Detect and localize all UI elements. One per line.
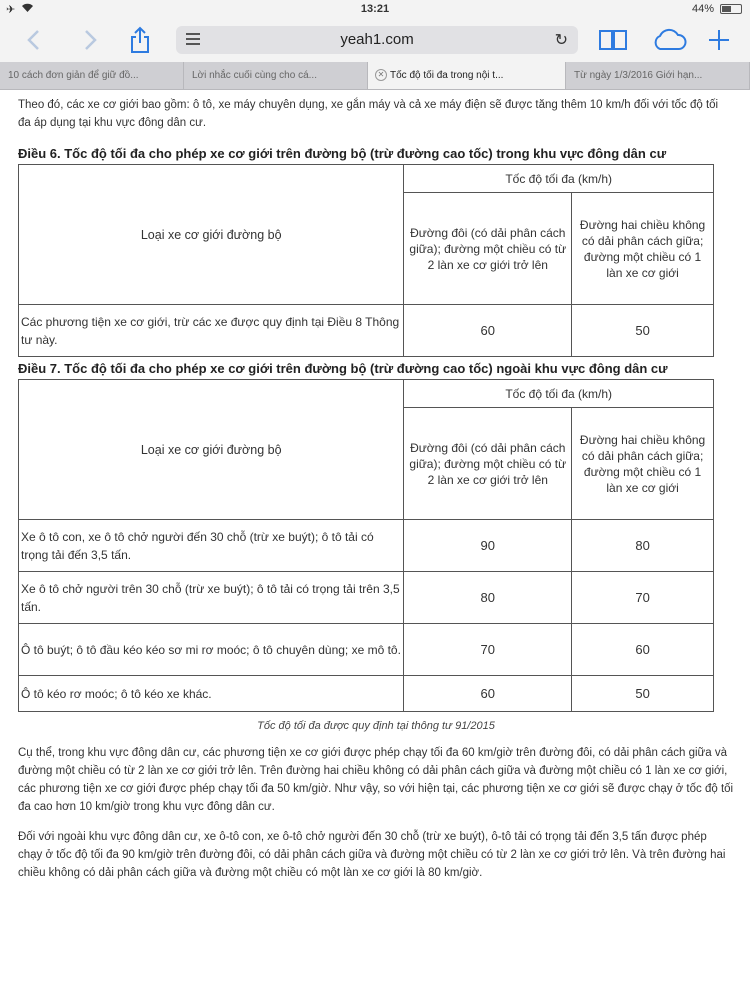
tab-3-label: Tốc độ tối đa trong nội t... (390, 70, 504, 81)
status-time: 13:21 (360, 3, 390, 15)
table2-row-a: 70 (404, 624, 572, 676)
battery-percent: 44% (691, 3, 714, 15)
reload-icon[interactable]: ↻ (554, 32, 568, 49)
table1-row-label: Các phương tiện xe cơ giới, trừ các xe được quy định tại Điều 8 Thông tư này. (19, 305, 404, 357)
body-paragraph-1: Cụ thể, trong khu vực đông dân cư, các phương tiện xe cơ giới được phép chạy tối đa 60 km/giờ trên đường đôi, có dải phân cách giữa và đường một chiều có từ 2 làn xe cơ giới trở lên. Trên đường hai chiều không có dải phân cách giữa và đường một chiều có 1 làn xe cơ giới, các phương tiện xe cơ giới được phép chạy tối đa 50 km/giờ. Như vậy, so với hiện tại, các phương tiện xe cơ giới sẽ được chạy ở tốc độ tối đa cao hơn 10 km/giờ trong khu vực đông dân cư. (18, 747, 734, 813)
book-icon (598, 28, 628, 52)
table2-row-b: 60 (572, 624, 714, 676)
table-row (19, 624, 714, 676)
table2-row-b: 50 (572, 676, 714, 712)
table1-row-b: 50 (572, 305, 714, 357)
plus-icon (708, 29, 730, 51)
tab-2[interactable]: Lời nhắc cuối cùng cho cá... (184, 62, 368, 89)
icloud-tabs-button[interactable] (650, 24, 688, 56)
browser-toolbar (0, 20, 750, 62)
table2-row-label: Xe ô tô chở người trên 30 chỗ (trừ xe buýt); ô tô tải có trọng tải trên 3,5 tấn. (19, 572, 404, 624)
battery-icon (720, 4, 742, 14)
airplane-icon: ✈ (6, 4, 16, 16)
table-row (19, 305, 714, 357)
table2-col-type: Loại xe cơ giới đường bộ (19, 380, 404, 520)
table-row (19, 572, 714, 624)
table1-col-a: Đường đôi (có dải phân cách giữa); đường một chiều có từ 2 làn xe cơ giới trở lên (404, 193, 572, 305)
table1-heading: Điều 6. Tốc độ tối đa cho phép xe cơ giới trên đường bộ (trừ đường cao tốc) trong khu vực đông dân cư (18, 146, 667, 161)
table2-row-a: 60 (404, 676, 572, 712)
status-right (692, 3, 742, 15)
close-tab-icon[interactable]: ✕ (375, 69, 387, 81)
back-button[interactable] (18, 24, 48, 56)
table-row (19, 520, 714, 572)
table2-col-b: Đường hai chiều không có dải phân cách giữa; đường một chiều có 1 làn xe cơ giới (572, 408, 714, 520)
table1-col-b: Đường hai chiều không có dải phân cách giữa; đường một chiều có 1 làn xe cơ giới (572, 193, 714, 305)
table2-heading: Điều 7. Tốc độ tối đa cho phép xe cơ giới trên đường bộ (trừ đường cao tốc) ngoài khu vực đông dân cư (18, 361, 668, 376)
table2-row-b: 70 (572, 572, 714, 624)
share-button[interactable] (124, 24, 156, 56)
tab-1[interactable]: 10 cách đơn giản để giữ đồ... (0, 62, 184, 89)
table2-row-label: Ô tô buýt; ô tô đầu kéo kéo sơ mi rơ moóc; ô tô chuyên dùng; xe mô tô. (19, 624, 404, 676)
new-tab-button[interactable] (704, 24, 734, 56)
tab-bar (0, 62, 750, 90)
forward-button[interactable] (76, 24, 106, 56)
table2-col-max: Tốc độ tối đa (km/h) (404, 380, 714, 408)
table-caption: Tốc độ tối đa được quy định tại thông tư 91/2015 (257, 720, 495, 732)
table2-row-b: 80 (572, 520, 714, 572)
cloud-icon (651, 28, 687, 52)
share-icon (129, 26, 151, 54)
table2-row-label: Ô tô kéo rơ moóc; ô tô kéo xe khác. (19, 676, 404, 712)
address-url: yeah1.com (340, 31, 414, 48)
table1-col-type: Loại xe cơ giới đường bộ (19, 165, 404, 305)
speed-table-urban (18, 164, 714, 357)
tab-4[interactable]: Từ ngày 1/3/2016 Giới hạn... (566, 62, 750, 89)
table2-row-label: Xe ô tô con, xe ô tô chở người đến 30 chỗ (trừ xe buýt); ô tô tải có trọng tải đến 3,5 tấn. (19, 520, 404, 572)
address-bar[interactable] (176, 26, 578, 54)
table2-row-a: 90 (404, 520, 572, 572)
table2-row-a: 80 (404, 572, 572, 624)
tab-3-active[interactable] (368, 62, 566, 89)
bookmarks-button[interactable] (596, 24, 630, 56)
intro-paragraph: Theo đó, các xe cơ giới bao gồm: ô tô, xe máy chuyên dụng, xe gắn máy và cả xe máy điện sẽ được tăng thêm 10 km/h đối với tốc độ tối đa áp dụng tại khu vực đông dân cư. (18, 99, 719, 129)
page-content (0, 90, 750, 1001)
body-paragraph-2: Đối với ngoài khu vực đông dân cư, xe ô-tô con, xe ô-tô chở người đến 30 chỗ (trừ xe buýt), ô-tô tải có trọng tải đến 3,5 tấn được phép chạy ở tốc độ tối đa 90 km/giờ trên đường đôi, có dải phân cách giữa và đường một chiều có từ 2 làn xe cơ giới trở lên. Và trên đường hai chiều không có dải phân cách giữa và đường một chiều có một làn xe cơ giới là 80 km/giờ. (18, 831, 726, 879)
chevron-left-icon (26, 29, 40, 51)
chevron-right-icon (84, 29, 98, 51)
table1-row-a: 60 (404, 305, 572, 357)
table1-col-max: Tốc độ tối đa (km/h) (404, 165, 714, 193)
table2-col-a: Đường đôi (có dải phân cách giữa); đường một chiều có từ 2 làn xe cơ giới trở lên (404, 408, 572, 520)
speed-table-rural (18, 379, 714, 712)
table-row (19, 676, 714, 712)
status-bar (0, 0, 750, 20)
